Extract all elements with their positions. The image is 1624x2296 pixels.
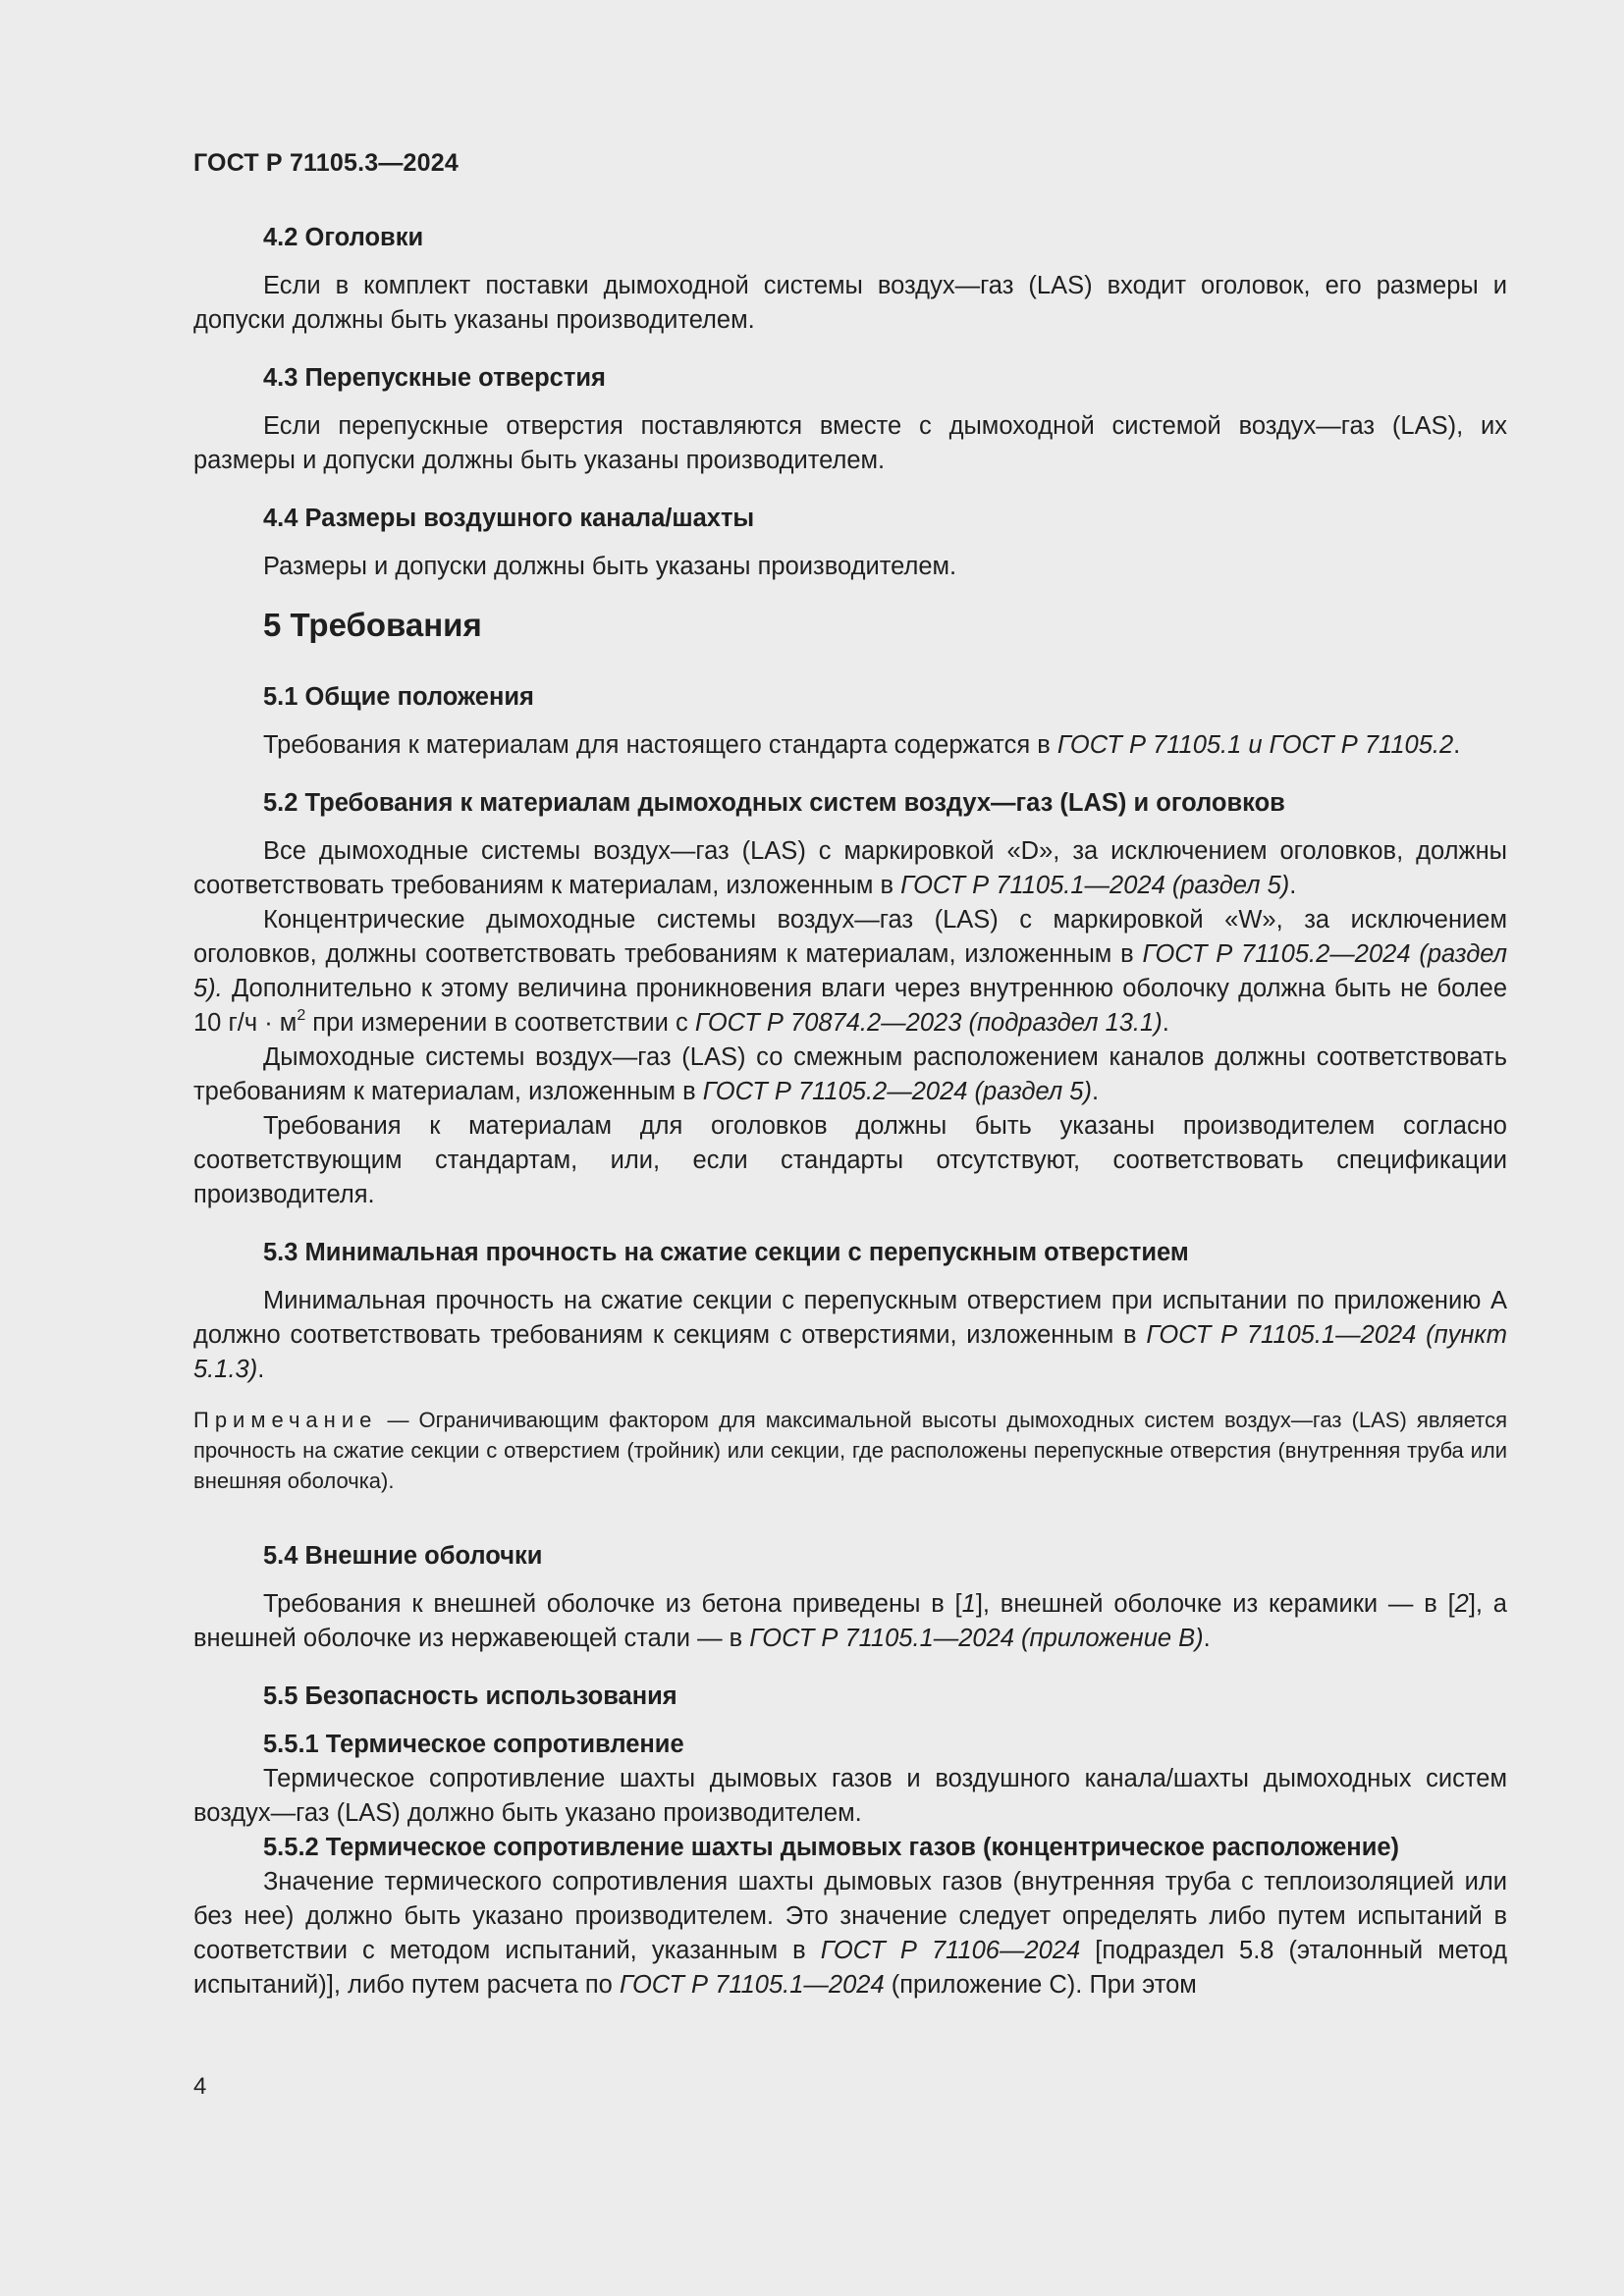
standard-reference: ГОСТ Р 70874.2—2023 (подраздел 13.1) [694,1009,1163,1037]
section-5-2-paragraph-2: Концентрические дымоходные системы воздух—газ (LAS) с маркировкой «W», за исключением оголовков, должны соответствовать требованиям к материалам, изложенным в ГОСТ Р 71105.2—2024 (раздел 5). Дополнительно к этому величина проникновения влаги через внутреннюю оболочку должна быть не более 10 $г/ч \cdot м^2$ при измерении в соответствии с ГОСТ Р 70874.2—2023 (подраздел 13.1). [193,906,1508,1037]
standard-reference: ГОСТ Р 71105.1—2024 (раздел 5) [900,872,1290,899]
section-4-3-heading: 4.3 Перепускные отверстия [263,364,606,392]
document-header: ГОСТ Р 71105.3—2024 [193,149,459,177]
section-4-4-paragraph: Размеры и допуски должны быть указаны производителем. [263,553,957,580]
section-5-2-heading: 5.2 Требования к материалам дымоходных систем воздух—газ (LAS) и оголовков [263,789,1285,817]
note-label: Примечание [193,1408,378,1432]
standard-reference: ГОСТ Р 71105.2—2024 (раздел 5). [193,940,1508,1002]
section-5-5-1-paragraph: Термическое сопротивление шахты дымовых газов и воздушного канала/шахты дымоходных систем воздух—газ (LAS) должно быть указано производителем. [193,1765,1507,1827]
section-5-5-2-heading: 5.5.2 Термическое сопротивление шахты дымовых газов (концентрическое расположение) [263,1834,1400,1861]
standard-reference: ГОСТ Р 71105.2—2024 (раздел 5) [702,1078,1092,1105]
standard-reference: ГОСТ Р 71106—2024 [820,1937,1081,1964]
section-5-5-1-heading: 5.5.1 Термическое сопротивление [263,1731,684,1758]
section-5-2-paragraph-1: Все дымоходные системы воздух—газ (LAS) с маркировкой «D», за исключением оголовков, должны соответствовать требованиям к материалам, изложенным в ГОСТ Р 71105.1—2024 (раздел 5). [193,837,1507,899]
section-5-5-heading: 5.5 Безопасность использования [263,1682,677,1710]
standard-reference: ГОСТ Р 71105.1—2024 (приложение В) [749,1625,1204,1652]
document-body [193,221,1507,2002]
standard-reference: ГОСТ Р 71105.1 и ГОСТ Р 71105.2 [1056,731,1454,759]
bibliography-reference: 1 [961,1590,976,1618]
superscript: 2 [297,1007,306,1024]
section-5-5-2-paragraph: Значение термического сопротивления шахты дымовых газов (внутренняя труба с теплоизоляцией или без нее) должно быть указано производителем. Это значение следует определять либо путем испытаний в соответствии с методом испытаний, указанным в ГОСТ Р 71106—2024 [подраздел 5.8 (эталонный метод испытаний)], либо путем расчета по ГОСТ Р 71105.1—2024 (приложение С). При этом [193,1868,1507,1999]
section-5-2-paragraph-4: Требования к материалам для оголовков должны быть указаны производителем согласно соответствующим стандартам, или, если стандарты отсутствуют, соответствовать спецификации производителя. [193,1112,1507,1208]
standard-reference: ГОСТ Р 71105.1—2024 [619,1971,885,1999]
section-5-3-heading: 5.3 Минимальная прочность на сжатие секции с перепускным отверстием [263,1239,1189,1266]
bibliography-reference: 2 [1454,1590,1469,1618]
section-5-2-paragraph-3: Дымоходные системы воздух—газ (LAS) со смежным расположением каналов должны соответствовать требованиям к материалам, изложенным в ГОСТ Р 71105.2—2024 (раздел 5). [193,1043,1507,1105]
section-5-4-paragraph: Требования к внешней оболочке из бетона приведены в [1], внешней оболочке из керамики — в [2], а внешней оболочке из нержавеющей стали — в ГОСТ Р 71105.1—2024 (приложение В). [193,1590,1507,1652]
section-5-3-note: Примечание — Ограничивающим фактором для максимальной высоты дымоходных систем воздух—газ (LAS) является прочность на сжатие секции с отверстием (тройник) или секции, где расположены перепускные отверстия (внутренняя труба или внешняя оболочка). [193,1408,1507,1493]
section-4-3-paragraph: Если перепускные отверстия поставляются вместе с дымоходной системой воздух—газ (LAS), их размеры и допуски должны быть указаны производителем. [193,412,1507,474]
section-4-2-heading: 4.2 Оголовки [263,224,424,251]
section-5-heading: 5 Требования [263,607,482,643]
page-number: 4 [193,2073,207,2100]
section-5-1-heading: 5.1 Общие положения [263,683,534,711]
standard-reference: ГОСТ Р 71105.1—2024 (пункт 5.1.3) [193,1321,1507,1383]
section-5-4-heading: 5.4 Внешние оболочки [263,1542,543,1570]
section-4-2-paragraph: Если в комплект поставки дымоходной системы воздух—газ (LAS) входит оголовок, его размеры и допуски должны быть указаны производителем. [193,272,1507,334]
section-4-4-heading: 4.4 Размеры воздушного канала/шахты [263,505,755,532]
section-5-3-paragraph: Минимальная прочность на сжатие секции с перепускным отверстием при испытании по приложению А должно соответствовать требованиям к секциям с отверстиями, изложенным в ГОСТ Р 71105.1—2024 (пункт 5.1.3). [193,1287,1507,1383]
section-5-1-paragraph: Требования к материалам для настоящего стандарта содержатся в ГОСТ Р 71105.1 и ГОСТ Р 71105.2. [263,731,1461,759]
